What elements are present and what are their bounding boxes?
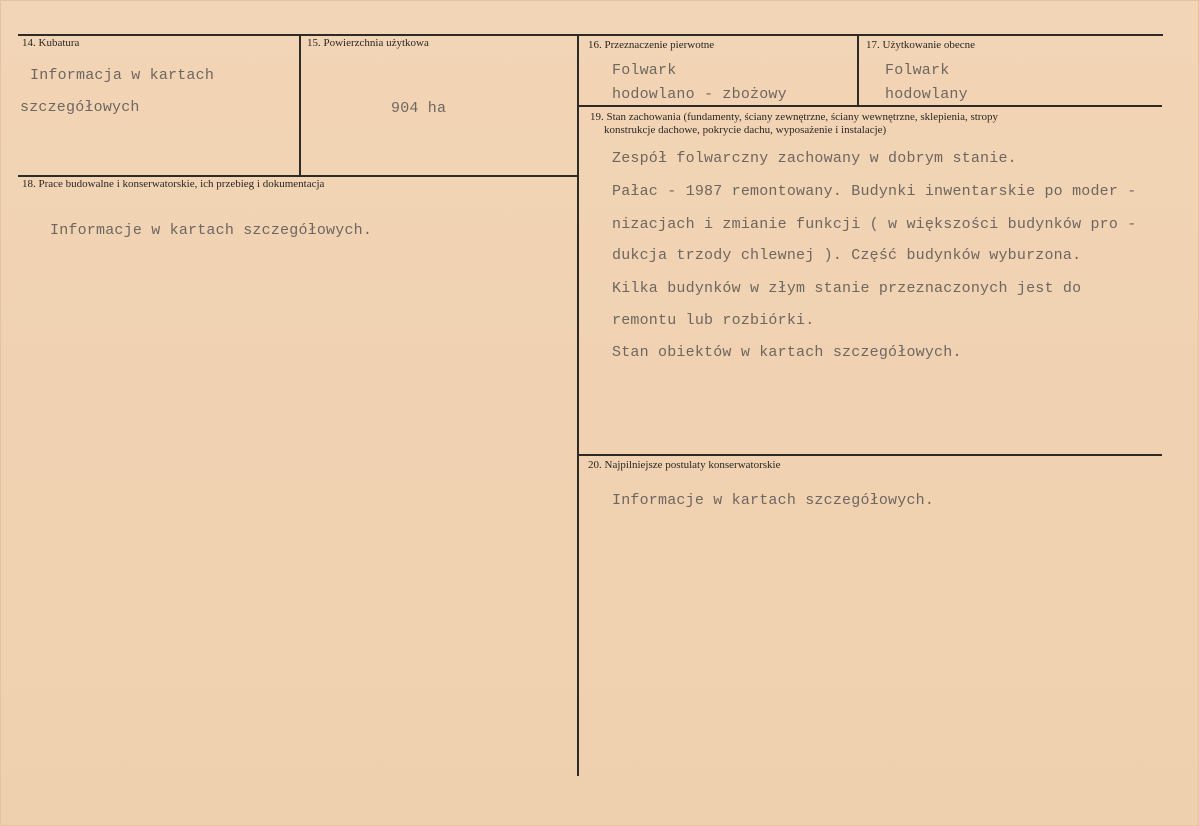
divider-16-17: [857, 34, 859, 105]
field-16-value-line-2: hodowlano - zbożowy: [612, 86, 787, 103]
field-17-label: 17. Użytkowanie obecne: [866, 39, 976, 51]
field-14-value-line-2: szczegółowych: [20, 99, 140, 116]
field-16-value-line-1: Folwark: [612, 62, 677, 79]
field-14-value-line-1: Informacja w kartach: [30, 67, 215, 84]
rule-under-16-17: [578, 105, 1162, 107]
field-19-line-2: Pałac - 1987 remontowany. Budynki inwentarskie po moder -: [612, 183, 1137, 200]
field-14-label: 14. Kubatura: [22, 37, 80, 49]
field-17-value-line-2: hodowlany: [885, 86, 968, 103]
field-19-line-4: dukcja trzody chlewnej ). Część budynków wyburzona.: [612, 247, 1082, 264]
field-15-value: 904 ha: [391, 100, 447, 117]
center-divider: [577, 34, 579, 776]
field-20-value: Informacje w kartach szczegółowych.: [612, 492, 935, 509]
field-19-line-7: Stan obiektów w kartach szczegółowych.: [612, 344, 962, 361]
rule-above-20: [578, 454, 1162, 456]
field-17-value-line-1: Folwark: [885, 62, 950, 79]
field-19-line-1: Zespół folwarczny zachowany w dobrym stanie.: [612, 150, 1017, 167]
field-19-label-line-2: konstrukcje dachowe, pokrycie dachu, wyposażenie i instalacje): [604, 124, 887, 136]
divider-14-15: [299, 34, 301, 175]
field-18-label: 18. Prace budowalne i konserwatorskie, ich przebieg i dokumentacja: [22, 178, 325, 190]
field-20-label: 20. Najpilniejsze postulaty konserwatorskie: [588, 459, 781, 471]
field-15-label: 15. Powierzchnia użytkowa: [307, 37, 429, 49]
field-19-line-3: nizacjach i zmianie funkcji ( w większości budynków pro -: [612, 216, 1137, 233]
field-16-label: 16. Przeznaczenie pierwotne: [588, 39, 715, 51]
field-18-value: Informacje w kartach szczegółowych.: [50, 222, 373, 239]
rule-above-18: [18, 175, 578, 177]
field-19-line-6: remontu lub rozbiórki.: [612, 312, 815, 329]
field-19-line-5: Kilka budynków w złym stanie przeznaczonych jest do: [612, 280, 1082, 297]
top-rule: [18, 34, 1163, 36]
field-19-label-line-1: 19. Stan zachowania (fundamenty, ściany zewnętrzne, ściany wewnętrzne, sklepienia, stropy: [590, 111, 998, 123]
